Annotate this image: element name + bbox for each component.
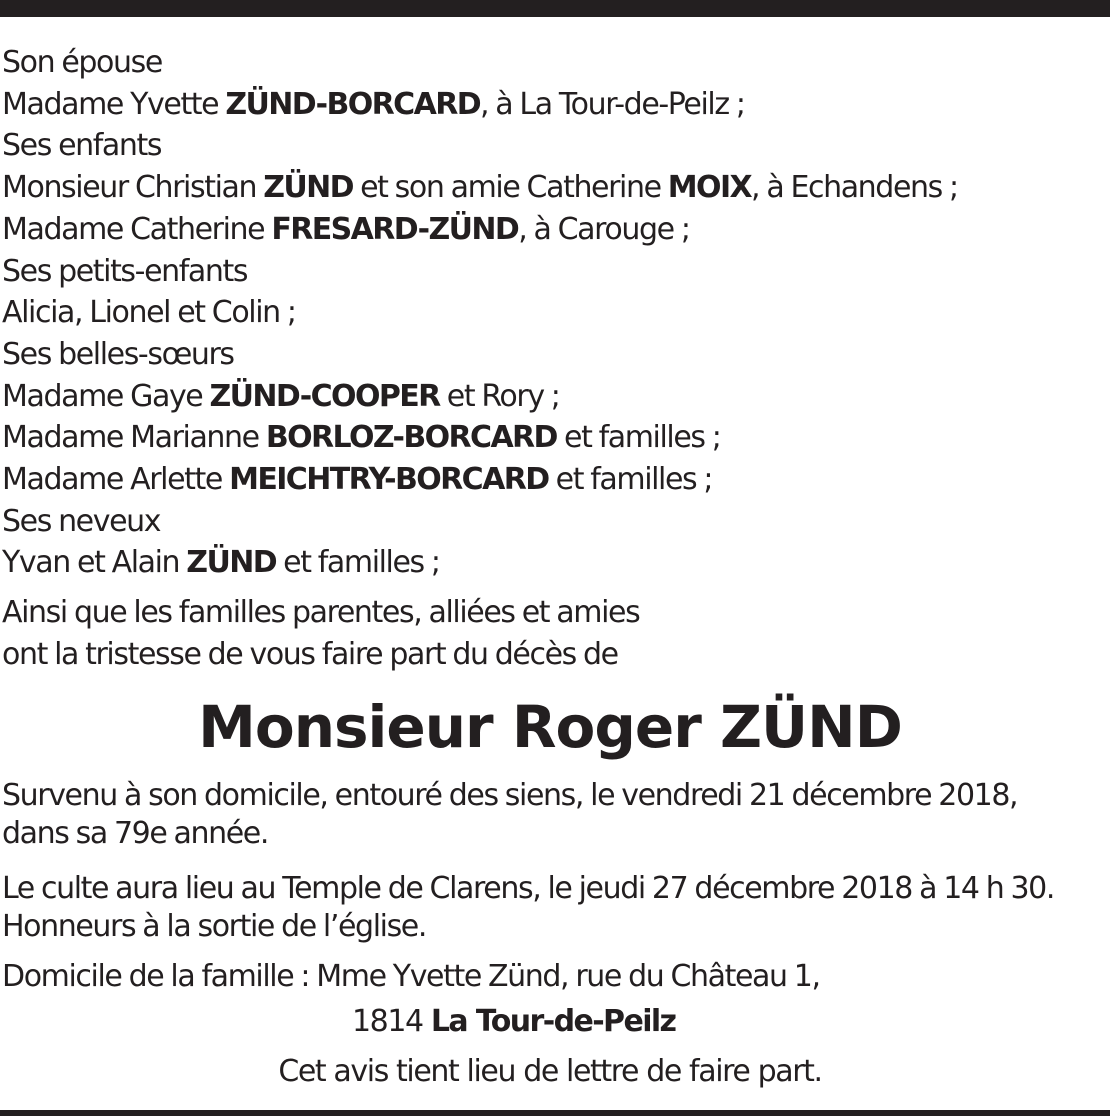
address-town: La Tour-de-Peilz bbox=[430, 1004, 676, 1039]
address-paragraph bbox=[2, 958, 1108, 996]
address-postcode: 1814 bbox=[352, 1004, 431, 1039]
family-line: Ses neveux bbox=[2, 503, 161, 539]
family-line: Madame Yvette ZÜND-BORCARD, à La Tour-de-Peilz ; bbox=[2, 86, 745, 122]
address-line-2 bbox=[352, 1002, 675, 1042]
intro-line-2: ont la tristesse de vous faire part du décès de bbox=[2, 637, 618, 672]
deceased-name-heading: Monsieur Roger ZÜND bbox=[198, 693, 902, 761]
closing-note: Cet avis tient lieu de lettre de faire part. bbox=[278, 1054, 822, 1089]
death-line-1: Survenu à son domicile, entouré des siens, le vendredi 21 décembre 2018, bbox=[2, 778, 1018, 813]
family-line: Madame Gaye ZÜND-COOPER et Rory ; bbox=[2, 378, 560, 414]
family-line: Ses enfants bbox=[2, 128, 162, 164]
family-line: Alicia, Lionel et Colin ; bbox=[2, 295, 296, 331]
service-line-1: Le culte aura lieu au Temple de Clarens, le jeudi 27 décembre 2018 à 14 h 30. bbox=[2, 871, 1054, 906]
death-line-2: dans sa 79e année. bbox=[2, 816, 268, 851]
family-line: Ses petits-enfants bbox=[2, 253, 248, 289]
intro-line-1: Ainsi que les familles parentes, alliées et amies bbox=[2, 595, 640, 630]
bottom-border-rule bbox=[0, 1110, 1110, 1116]
address-line-1: Domicile de la famille : Mme Yvette Zünd, rue du Château 1, bbox=[2, 959, 820, 994]
family-line: Madame Arlette MEICHTRY-BORCARD et familles ; bbox=[2, 462, 713, 498]
top-border-rule bbox=[0, 0, 1110, 17]
family-line: Madame Marianne BORLOZ-BORCARD et familles ; bbox=[2, 420, 721, 456]
death-paragraph bbox=[2, 777, 1108, 853]
service-line-2: Honneurs à la sortie de l’église. bbox=[2, 909, 426, 944]
family-line: Yvan et Alain ZÜND et familles ; bbox=[2, 545, 440, 581]
service-paragraph bbox=[2, 870, 1108, 946]
intro-paragraph bbox=[2, 592, 1102, 676]
family-list bbox=[2, 42, 1102, 584]
family-line: Monsieur Christian ZÜND et son amie Catherine MOIX, à Echandens ; bbox=[2, 170, 958, 206]
family-line: Ses belles-sœurs bbox=[2, 336, 234, 372]
family-line: Son épouse bbox=[2, 45, 162, 80]
family-line: Madame Catherine FRESARD-ZÜND, à Carouge ; bbox=[2, 211, 690, 247]
